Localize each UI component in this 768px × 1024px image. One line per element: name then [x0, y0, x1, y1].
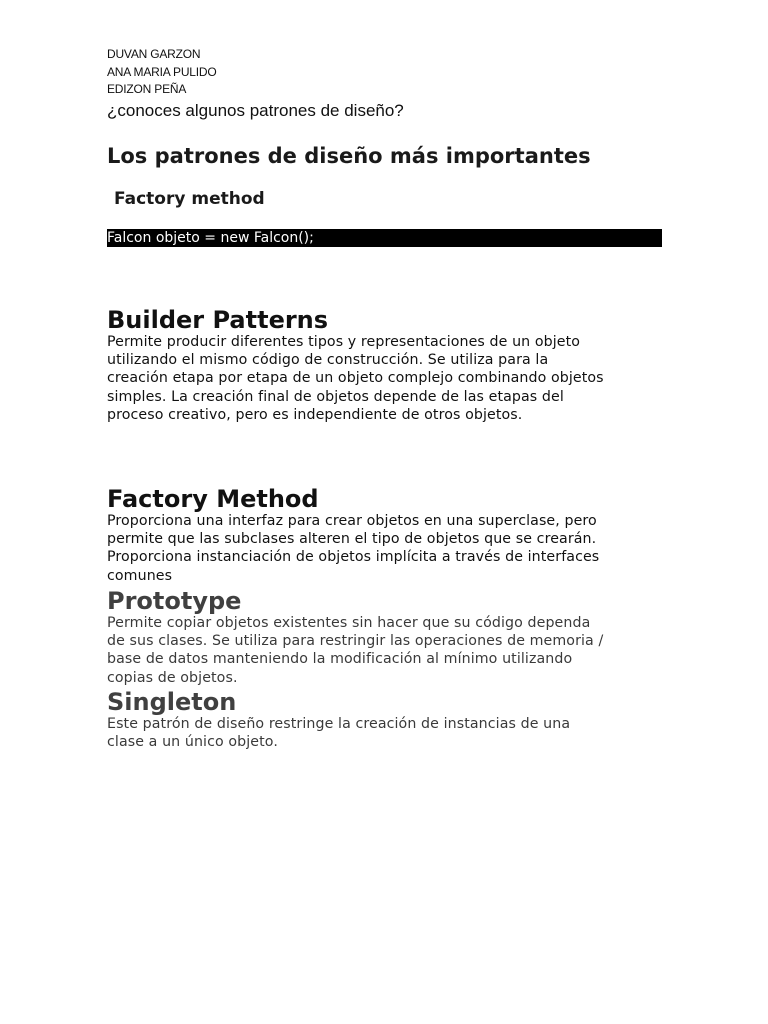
body-line: clase a un único objeto.	[107, 734, 278, 751]
body-line: proceso creativo, pero es independiente de otros objetos.	[107, 406, 523, 423]
author-name: DUVAN GARZON	[107, 47, 201, 61]
section-heading: Prototype	[107, 587, 242, 615]
body-line: base de datos manteniendo la modificación al mínimo utilizando	[107, 651, 573, 668]
section-heading: Singleton	[107, 688, 237, 716]
body-line: de sus clases. Se utiliza para restringir las operaciones de memoria /	[107, 633, 604, 650]
section-heading: Factory Method	[107, 485, 319, 513]
body-line: Este patrón de diseño restringe la creación de instancias de una	[107, 716, 571, 732]
section-body	[107, 715, 667, 751]
section-heading: Builder Patterns	[107, 306, 329, 334]
author-name: EDIZON PEÑA	[107, 82, 187, 96]
body-line: Permite copiar objetos existentes sin hacer que su código dependa	[107, 615, 591, 631]
body-line: Proporciona instanciación de objetos implícita a través de interfaces	[107, 549, 600, 566]
body-line: simples. La creación final de objetos depende de las etapas del	[107, 388, 564, 405]
body-line: permite que las subclases alteren el tipo de objetos que se crearán.	[107, 531, 597, 548]
code-snippet: Falcon objeto = new Falcon();	[107, 229, 662, 247]
question-text: ¿conoces algunos patrones de diseño?	[107, 101, 404, 120]
author-name: ANA MARIA PULIDO	[107, 64, 217, 79]
page-title: Los patrones de diseño más importantes	[107, 144, 591, 168]
subtitle: Factory method	[114, 189, 265, 209]
section-body	[107, 512, 667, 585]
author-list	[107, 46, 217, 99]
section-builder-patterns	[107, 307, 667, 424]
body-line: comunes	[107, 567, 173, 584]
section-prototype	[107, 588, 667, 687]
section-factory-method	[107, 486, 667, 585]
body-line: copias de objetos.	[107, 669, 238, 686]
section-body	[107, 614, 667, 687]
section-body	[107, 333, 667, 424]
body-line: creación etapa por etapa de un objeto complejo combinando objetos	[107, 370, 604, 387]
body-line: Permite producir diferentes tipos y representaciones de un objeto	[107, 334, 581, 350]
body-line: Proporciona una interfaz para crear objetos en una superclase, pero	[107, 513, 597, 529]
section-singleton	[107, 689, 667, 751]
body-line: utilizando el mismo código de construcción. Se utiliza para la	[107, 352, 549, 369]
